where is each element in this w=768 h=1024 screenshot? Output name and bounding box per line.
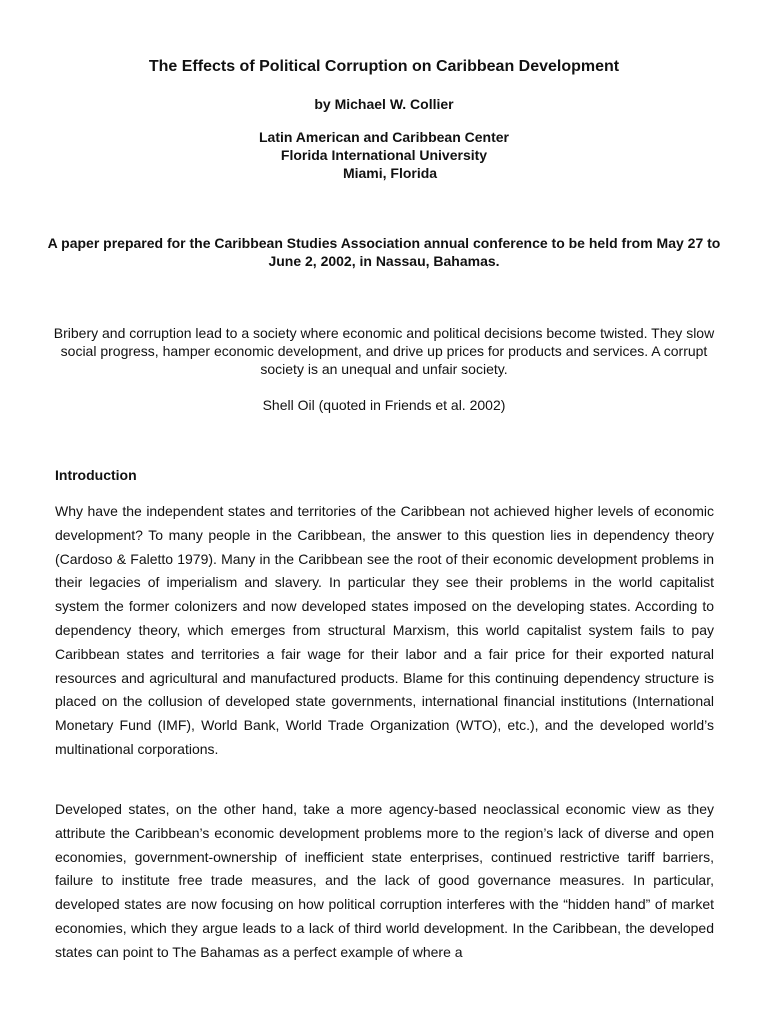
affiliation-line-university: Florida International University: [280, 147, 488, 163]
epigraph-quote: Bribery and corruption lead to a society where economic and political decisions become twisted. They slow social progress, hamper economic development, and drive up prices for products and services. A corrupt society is an unequal and unfair society.: [53, 325, 715, 377]
affiliation-block: [0, 128, 768, 182]
epigraph-source: Shell Oil (quoted in Friends et al. 2002): [262, 397, 506, 413]
body-paragraph-2: Developed states, on the other hand, take a more agency-based neoclassical economic view as they attribute the Caribbean’s economic development problems more to the region’s lack of diverse and open economies, government-ownership of inefficient state enterprises, continued restrictive tariff barriers, failure to institute free trade measures, and the lack of good governance measures. In particular, developed states are now focusing on how political corruption interferes with the “hidden hand” of market economies, which they argue leads to a lack of third world development. In the Caribbean, the developed states can point to The Bahamas as a perfect example of where a: [55, 801, 714, 960]
section-heading-introduction: Introduction: [55, 467, 137, 483]
affiliation-line-center: Latin American and Caribbean Center: [259, 129, 509, 145]
affiliation-line-location: Miami, Florida: [342, 165, 438, 181]
author-line: by Michael W. Collier: [314, 96, 454, 112]
body-paragraph-1: Why have the independent states and territories of the Caribbean not achieved higher levels of economic development? To many people in the Caribbean, the answer to this question lies in dependency theory (Cardoso & Faletto 1979). Many in the Caribbean see the root of their economic development problems in their legacies of imperialism and slavery. In particular they see their problems in the world capitalist system the former colonizers and now developed states imposed on the developing states. According to dependency theory, which emerges from structural Marxism, this world capitalist system fails to pay Caribbean states and territories a fair wage for their labor and a fair price for their exported natural resources and agricultural and manufactured products. Blame for this continuing dependency structure is placed on the collusion of developed state governments, international financial institutions (International Monetary Fund (IMF), World Bank, World Trade Organization (WTO), etc.), and the developed world’s multinational corporations.: [55, 503, 714, 757]
document-title: The Effects of Political Corruption on Caribbean Development: [148, 58, 620, 75]
conference-note: A paper prepared for the Caribbean Studies Association annual conference to be held from May 27 to June 2, 2002, in Nassau, Bahamas.: [47, 235, 721, 269]
